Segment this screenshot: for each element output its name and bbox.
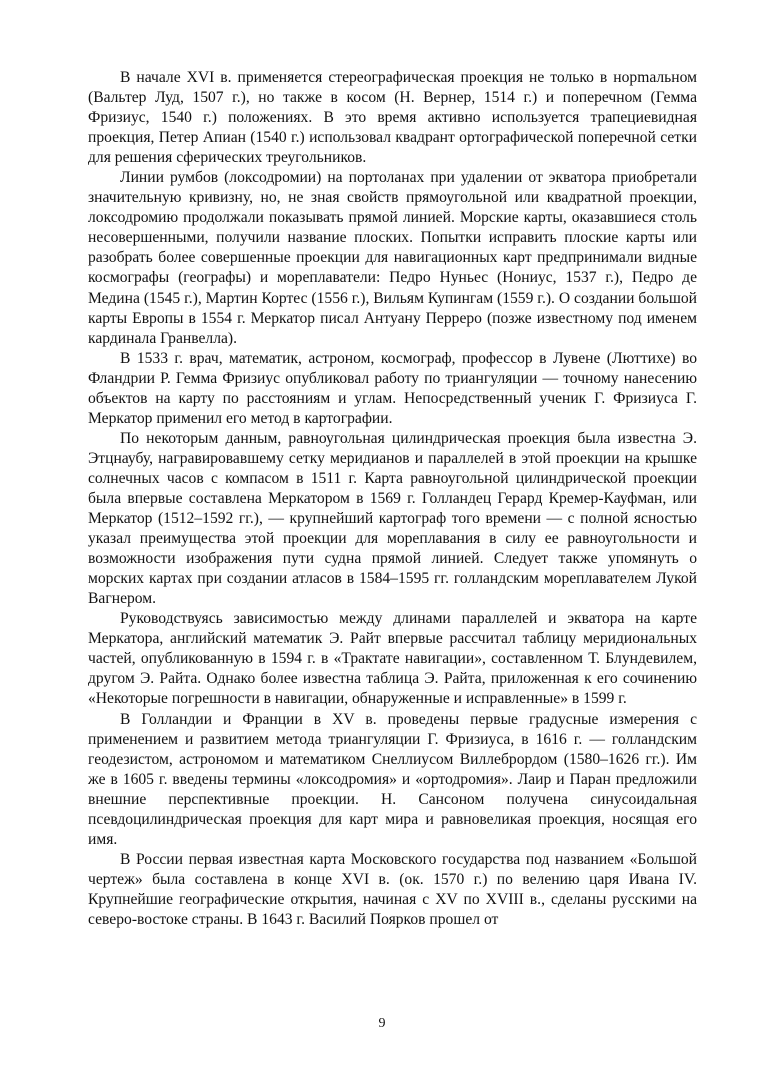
page-body: [88, 68, 697, 930]
paragraph-3: В 1533 г. врач, математик, астроном, космограф, профессор в Лувене (Люттихе) во Фландрии Р. Гемма Фризиус опубликовал работу по триангуляции — точному нанесению объектов на карту по расстояниям и углам. Непосредственный ученик Г. Фризиуса Г. Меркатор применил его метод в картографии.: [88, 349, 697, 427]
paragraph-4: По некоторым данным, равноугольная цилиндрическая проекция была известна Э. Этцнаубу, награвировавшему сетку меридианов и параллелей в этой проекции на крышке солнечных часов с компасом в 1511 г. Карта равноугольной цилиндрической проекции была впервые составлена Меркатором в 1569 г. Голландец Герард Кремер-Кауфман, или Меркатор (1512–1592 гг.), — крупнейший картограф того времени — с полной ясностью указал преимущества этой проекции для мореплавания в силу ее равноугольности и возможности изображения пути судна прямой линией. Следует также упомянуть о морских картах при создании атласов в 1584–1595 гг. голландским мореплавателем Лукой Вагнером.: [88, 429, 697, 608]
page-number: 9: [378, 1016, 386, 1031]
paragraph-2: Линии румбов (локсодромии) на портоланах при удалении от экватора приобретали значительную кривизну, но, не зная свойств прямоугольной или квадратной проекции, локсодромию продолжали показывать прямой линией. Морские карты, оказавшиеся столь несовершенными, получили название плоских. Попытки исправить плоские карты или разобрать более совершенные проекции для навигационных карт предпринимали видные космографы (географы) и мореплаватели: Педро Нуньес (Нониус, 1537 г.), Педро де Медина (1545 г.), Мартин Кортес (1556 г.), Вильям Купингам (1559 г.). О создании большой карты Европы в 1554 г. Меркатор писал Антуану Перреро (позже известному под именем кардинала Гранвелла).: [88, 169, 697, 347]
paragraph-1: В начале XVI в. применяется стереографическая проекция не только в норmальном (Вальтер Луд, 1507 г.), но также в косом (Н. Вернер, 1514 г.) и поперечном (Гемма Фризиус, 1540 г.) положениях. В это время активно используется трапециевидная проекция, Петер Апиан (1540 г.) использовал квадрант ортографической поперечной сетки для решения сферических треугольников.: [88, 69, 697, 167]
paragraph-6: В Голландии и Франции в XV в. проведены первые градусные измерения с применением и развитием метода триангуляции Г. Фризиуса, в 1616 г. — голландским геодезистом, астрономом и математиком Снеллиусом Виллебрордом (1580–1626 гг.). Им же в 1605 г. введены термины «локсодромия» и «ортодромия». Лаир и Паран предложили внешние перспективные проекции. Н. Сансоном получена синусоидальная псевдоцилиндрическая проекция для карт мира и равновеликая проекция, носящая его имя.: [88, 710, 697, 848]
paragraph-7: В России первая известная карта Московского государства под названием «Большой чертеж» была составлена в конце XVI в. (ок. 1570 г.) по велению царя Ивана IV. Крупнейшие географические открытия, начиная с XV по XVIII в., сделаны русскими на северо-востоке страны. В 1643 г. Василий Поярков прошел от: [88, 850, 697, 928]
paragraph-5: Руководствуясь зависимостью между длинами параллелей и экватора на карте Меркатора, английский математик Э. Райт впервые рассчитал таблицу меридиональных частей, опубликованную в 1594 г. в «Трактате навигации», составленном Т. Блундевилем, другом Э. Райта. Однако более известна таблица Э. Райта, приложенная к его сочинению «Некоторые погрешности в навигации, обнаруженные и исправленные» в 1599 г.: [88, 610, 697, 708]
